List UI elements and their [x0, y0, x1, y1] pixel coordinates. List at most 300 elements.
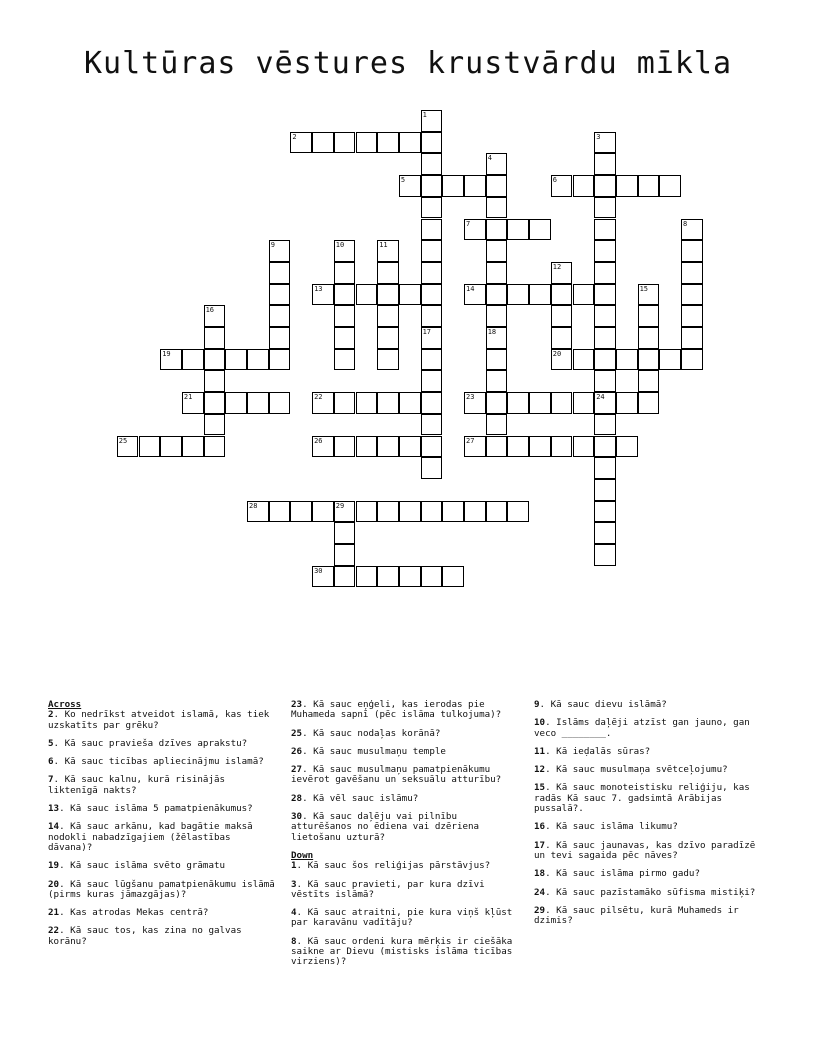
clue-item: 14. Kā sauc arkānu, kad bagātie maksā nodokli nabadzīgajiem (žēlastības dāvana)? [48, 821, 253, 853]
grid-cell[interactable] [594, 501, 616, 523]
grid-cell[interactable] [334, 132, 356, 154]
grid-cell[interactable] [399, 436, 421, 458]
grid-cell[interactable] [659, 349, 681, 371]
clue-item: 17. Kā sauc jaunavas, kas dzīvo paradīzē un tevi sagaida pēc nāves? [534, 839, 756, 861]
clue-number: 27 [466, 436, 475, 445]
clue-text: Islāms daļēji atzīst gan jauno, gan veco ________. [534, 717, 750, 739]
clue-item: 16. Kā sauc islāma likumu? [534, 821, 678, 833]
clue-text: Kā sauc daļēju vai pilnību atturēšanos no ēdiena vai dzēriena lietošanu uzturā? [291, 811, 480, 843]
grid-cell[interactable] [204, 305, 226, 327]
grid-cell[interactable] [356, 284, 378, 306]
grid-cell[interactable] [182, 349, 204, 371]
clue-text: Kā sauc šos reliģijas pārstāvjus? [307, 860, 491, 872]
clue-number: 20 [552, 349, 562, 358]
grid-cell[interactable] [551, 305, 573, 327]
grid-cell[interactable] [486, 240, 508, 262]
clue-item: 21. Kas atrodas Mekas centrā? [48, 907, 209, 919]
clue-number-label: 23 [291, 699, 303, 710]
grid-cell[interactable] [269, 262, 291, 284]
grid-cell[interactable] [421, 566, 443, 588]
grid-cell[interactable] [594, 370, 616, 392]
clue-number: 10 [335, 241, 345, 250]
grid-cell[interactable] [616, 175, 638, 197]
grid-cell[interactable] [334, 240, 356, 262]
grid-cell[interactable] [486, 262, 508, 284]
grid-cell[interactable] [594, 349, 616, 371]
clue-text: Kā sauc jaunavas, kas dzīvo paradīzē un tevi sagaida pēc nāves? [534, 839, 756, 861]
clue-item: 24. Kā sauc pazīstamāko sūfisma mistiķi? [534, 886, 756, 898]
grid-cell[interactable] [356, 501, 378, 523]
clue-text: Kā sauc musulmaņa svētceļojumu? [556, 764, 728, 776]
clue-number: 15 [639, 284, 649, 293]
clue-item: 7. Kā sauc kalnu, kurā risinājās liktenīgā nakts? [48, 774, 226, 796]
clue-item: 6. Kā sauc ticības apliecinājmu islamā? [48, 756, 264, 768]
grid-cell[interactable] [399, 566, 421, 588]
clue-number: 5 [400, 176, 406, 185]
grid-cell[interactable] [507, 501, 529, 523]
clue-number-label: 24 [534, 886, 546, 898]
grid-cell[interactable] [551, 262, 573, 284]
grid-cell[interactable] [160, 349, 182, 371]
grid-cell[interactable] [269, 392, 291, 414]
clue-number: 17 [422, 328, 432, 336]
grid-cell[interactable] [594, 240, 616, 262]
grid-cell[interactable] [681, 327, 703, 349]
clue-text: Kā sauc ticības apliecinājmu islamā? [64, 756, 264, 768]
grid-cell[interactable] [377, 501, 399, 523]
grid-cell[interactable] [681, 219, 703, 241]
grid-cell[interactable] [442, 501, 464, 523]
grid-cell[interactable] [486, 175, 508, 197]
clue-number: 21 [183, 393, 193, 402]
grid-cell[interactable] [421, 240, 443, 262]
grid-cell[interactable] [334, 305, 356, 327]
grid-cell[interactable] [573, 392, 595, 414]
clue-number: 23 [466, 393, 475, 402]
clue-number-label: 1 [291, 860, 297, 872]
grid-cell[interactable] [377, 132, 399, 154]
grid-cell[interactable] [594, 414, 616, 436]
grid-cell[interactable] [421, 197, 443, 219]
clue-item: 9. Kā sauc dievu islāmā? [534, 699, 667, 710]
grid-cell[interactable] [616, 392, 638, 414]
grid-cell[interactable] [269, 327, 291, 349]
grid-cell[interactable] [638, 305, 660, 327]
clue-number-label: 8 [291, 935, 297, 947]
grid-cell[interactable] [204, 436, 226, 458]
grid-cell[interactable] [551, 392, 573, 414]
grid-cell[interactable] [160, 436, 182, 458]
across-clues [48, 710, 278, 947]
grid-cell[interactable] [638, 349, 660, 371]
grid-cell[interactable] [594, 436, 616, 458]
grid-cell[interactable] [334, 284, 356, 306]
grid-cell[interactable] [551, 175, 573, 197]
clue-text: Kā sauc pravieša dzīves aprakstu? [64, 737, 248, 749]
page-title: Kultūras vēstures krustvārdu mīkla [83, 46, 733, 81]
grid-cell[interactable] [594, 544, 616, 566]
clue-text: Kā sauc islāma svēto grāmatu [70, 860, 226, 872]
grid-cell[interactable] [594, 327, 616, 349]
clue-number-label: 11 [534, 745, 546, 757]
grid-cell[interactable] [421, 110, 443, 132]
clue-text: Kā sauc dievu islāmā? [550, 699, 667, 710]
clue-number-label: 2 [48, 709, 54, 721]
grid-cell[interactable] [573, 349, 595, 371]
grid-cell[interactable] [638, 284, 660, 306]
clue-text: Kas atrodas Mekas centrā? [70, 907, 209, 919]
clue-item: 22. Kā sauc tos, kas zina no galvas korānu? [48, 925, 242, 947]
grid-cell[interactable] [334, 436, 356, 458]
clue-number-label: 9 [534, 699, 540, 710]
grid-cell[interactable] [594, 197, 616, 219]
grid-cell[interactable] [421, 175, 443, 197]
clue-item: 15. Kā sauc monoteistisku reliģiju, kas radās Kā sauc 7. gadsimtā Arābijas pussalā?. [534, 782, 750, 815]
clue-number-label: 4 [291, 907, 297, 919]
clue-item: 12. Kā sauc musulmaņa svētceļojumu? [534, 764, 728, 776]
clue-item: 10. Islāms daļēji atzīst gan jauno, gan veco ________. [534, 717, 750, 739]
clue-number-label: 26 [291, 745, 303, 757]
clue-text: Kā vēl sauc islāmu? [313, 792, 419, 804]
clue-number-label: 29 [534, 904, 546, 916]
clue-number-label: 3 [291, 878, 297, 890]
grid-cell[interactable] [529, 284, 551, 306]
clue-text: Kā sauc islāma pirmo gadu? [556, 868, 700, 880]
clue-text: Kā sauc pravieti, par kura dzīvi vēstīts islāmā? [291, 878, 485, 900]
clue-item: 27. Kā sauc musulmaņu pamatpienākumu ievērot gavēšanu un seksuālu atturību? [291, 764, 502, 786]
grid-cell[interactable] [377, 240, 399, 262]
grid-cell[interactable] [247, 349, 269, 371]
grid-cell[interactable] [507, 392, 529, 414]
grid-cell[interactable] [421, 457, 443, 479]
clue-text: Kā ieḍalās sūras? [556, 745, 651, 757]
grid-cell[interactable] [377, 327, 399, 349]
clue-number: 11 [379, 241, 388, 250]
clue-text: Kā sauc pilsētu, kurā Muhameds ir dzimis? [534, 904, 739, 927]
grid-cell[interactable] [464, 219, 486, 241]
clue-number: 22 [314, 393, 323, 402]
clue-text: Kā sauc atraitni, pie kura viņš kļūst par karavānu vadītāju? [291, 907, 513, 929]
clue-number-label: 30 [291, 811, 303, 823]
grid-cell[interactable] [486, 284, 508, 306]
clue-number: 1 [422, 111, 427, 119]
grid-cell[interactable] [551, 284, 573, 306]
grid-cell[interactable] [486, 327, 508, 349]
grid-cell[interactable] [204, 349, 226, 371]
grid-cell[interactable] [486, 197, 508, 219]
clue-number-label: 12 [534, 764, 546, 776]
clues-column-2 [291, 700, 521, 976]
grid-cell[interactable] [421, 349, 443, 371]
grid-cell[interactable] [334, 501, 356, 523]
grid-cell[interactable] [486, 414, 508, 436]
clue-number: 2 [292, 132, 297, 141]
clue-number: 26 [314, 436, 323, 445]
clue-number-label: 14 [48, 821, 60, 833]
grid-cell[interactable] [594, 175, 616, 197]
grid-cell[interactable] [551, 327, 573, 349]
clue-number: 28 [249, 501, 258, 510]
grid-cell[interactable] [225, 349, 247, 371]
grid-cell[interactable] [356, 566, 378, 588]
clue-number: 24 [596, 393, 605, 402]
grid-cell[interactable] [204, 370, 226, 392]
grid-cell[interactable] [290, 132, 312, 154]
clue-number-label: 25 [291, 727, 303, 739]
grid-cell[interactable] [204, 414, 226, 436]
grid-cell[interactable] [681, 349, 703, 371]
clue-number-label: 5 [48, 737, 54, 749]
grid-cell[interactable] [616, 436, 638, 458]
clue-number: 13 [314, 284, 323, 293]
grid-cell[interactable] [638, 392, 660, 414]
clue-item: 13. Kā sauc islāma 5 pamatpienākumus? [48, 803, 253, 815]
clue-number: 30 [314, 566, 323, 575]
grid-cell[interactable] [594, 262, 616, 284]
grid-cell[interactable] [421, 132, 443, 154]
grid-cell[interactable] [594, 219, 616, 241]
grid-cell[interactable] [399, 501, 421, 523]
clue-number: 16 [205, 306, 215, 315]
grid-cell[interactable] [594, 457, 616, 479]
grid-cell[interactable] [529, 392, 551, 414]
grid-cell[interactable] [377, 392, 399, 414]
clue-number: 19 [162, 349, 171, 358]
clue-number-label: 10 [534, 717, 546, 729]
grid-cell[interactable] [334, 327, 356, 349]
clue-text: Kā sauc nodaļas korānā? [313, 727, 441, 739]
clue-number: 6 [552, 176, 558, 185]
grid-cell[interactable] [464, 501, 486, 523]
grid-cell[interactable] [377, 349, 399, 371]
clue-number-label: 20 [48, 878, 60, 890]
grid-cell[interactable] [377, 566, 399, 588]
clue-item: 1. Kā sauc šos reliģijas pārstāvjus? [291, 860, 491, 872]
clue-number-label: 17 [534, 839, 546, 851]
clue-text: Kā sauc eņģeli, kas ierodas pie Muhameda sapnī (pēc islāma tulkojuma)? [291, 699, 502, 721]
clue-text: Kā sauc kalnu, kurā risinājās liktenīgā nakts? [48, 774, 226, 796]
clues-column-1 [48, 700, 278, 955]
grid-cell[interactable] [529, 219, 551, 241]
clue-item: 19. Kā sauc islāma svēto grāmatu [48, 860, 226, 872]
grid-cell[interactable] [356, 392, 378, 414]
grid-cell[interactable] [507, 219, 529, 241]
grid-cell[interactable] [312, 132, 334, 154]
grid-cell[interactable] [421, 436, 443, 458]
clue-text: Kā sauc musulmaņu pamatpienākumu ievērot gavēšanu un seksuālu atturību? [291, 764, 502, 786]
clue-number: 7 [466, 219, 471, 228]
clue-number-label: 21 [48, 907, 60, 919]
grid-cell[interactable] [247, 392, 269, 414]
grid-cell[interactable] [594, 522, 616, 544]
clue-item: 28. Kā vēl sauc islāmu? [291, 792, 419, 804]
grid-cell[interactable] [204, 327, 226, 349]
clue-text: Kā sauc arkānu, kad bagātie maksā nodokli nabadzīgajiem (žēlastības dāvana)? [48, 821, 253, 853]
grid-cell[interactable] [247, 501, 269, 523]
grid-cell[interactable] [594, 479, 616, 501]
grid-cell[interactable] [594, 305, 616, 327]
clue-item: 20. Kā sauc lūgšanu pamatpienākumu islāmā (pirms kuras jāmazgājas)? [48, 878, 275, 900]
clue-number-label: 19 [48, 860, 60, 872]
clue-number-label: 15 [534, 782, 546, 794]
grid-cell[interactable] [551, 436, 573, 458]
clue-item: 11. Kā ieḍalās sūras? [534, 745, 651, 757]
clue-item: 25. Kā sauc nodaļas korānā? [291, 727, 441, 739]
grid-cell[interactable] [573, 284, 595, 306]
across-header: Across [48, 699, 82, 710]
grid-cell[interactable] [486, 219, 508, 241]
grid-cell[interactable] [117, 436, 139, 458]
grid-cell[interactable] [421, 305, 443, 327]
grid-cell[interactable] [507, 284, 529, 306]
grid-cell[interactable] [529, 436, 551, 458]
grid-cell[interactable] [464, 284, 486, 306]
grid-cell[interactable] [594, 392, 616, 414]
clue-item: 5. Kā sauc pravieša dzīves aprakstu? [48, 737, 248, 749]
grid-cell[interactable] [269, 240, 291, 262]
clue-number-label: 6 [48, 756, 54, 768]
clue-number-label: 7 [48, 774, 54, 786]
grid-cell[interactable] [182, 436, 204, 458]
clue-number: 3 [596, 132, 601, 141]
grid-cell[interactable] [551, 349, 573, 371]
grid-cell[interactable] [421, 370, 443, 392]
clue-number-label: 22 [48, 925, 60, 937]
grid-cell[interactable] [269, 349, 291, 371]
grid-cell[interactable] [464, 392, 486, 414]
grid-cell[interactable] [616, 349, 638, 371]
clue-item: 26. Kā sauc musulmaņu temple [291, 745, 446, 757]
clue-number-label: 18 [534, 868, 546, 880]
grid-cell[interactable] [421, 392, 443, 414]
grid-cell[interactable] [486, 153, 508, 175]
grid-cell[interactable] [442, 175, 464, 197]
grid-cell[interactable] [442, 566, 464, 588]
grid-cell[interactable] [486, 349, 508, 371]
grid-cell[interactable] [269, 305, 291, 327]
grid-cell[interactable] [334, 544, 356, 566]
grid-cell[interactable] [399, 175, 421, 197]
grid-cell[interactable] [681, 284, 703, 306]
clue-text: Kā sauc pazīstamāko sūfisma mistiķi? [556, 886, 756, 898]
grid-cell[interactable] [421, 219, 443, 241]
grid-cell[interactable] [399, 284, 421, 306]
grid-cell[interactable] [182, 392, 204, 414]
grid-cell[interactable] [312, 436, 334, 458]
grid-cell[interactable] [638, 327, 660, 349]
grid-cell[interactable] [377, 262, 399, 284]
grid-cell[interactable] [334, 392, 356, 414]
grid-cell[interactable] [312, 501, 334, 523]
grid-cell[interactable] [312, 284, 334, 306]
grid-cell[interactable] [659, 175, 681, 197]
grid-cell[interactable] [421, 414, 443, 436]
clue-text: Kā sauc ordeni kura mērķis ir ciešāka saikne ar Dievu (mistisks islāma ticības virziens)? [291, 935, 513, 968]
grid-cell[interactable] [486, 501, 508, 523]
clue-text: Ko nedrīkst atveidot islamā, kas tiek uzskatīts par grēku? [48, 709, 270, 731]
grid-cell[interactable] [421, 262, 443, 284]
grid-cell[interactable] [638, 370, 660, 392]
grid-cell[interactable] [464, 436, 486, 458]
clue-item: 8. Kā sauc ordeni kura mērķis ir ciešāka saikne ar Dievu (mistisks islāma ticības virziens)? [291, 935, 513, 968]
grid-cell[interactable] [377, 284, 399, 306]
clue-item: 23. Kā sauc eņģeli, kas ierodas pie Muhameda sapnī (pēc islāma tulkojuma)? [291, 699, 502, 721]
grid-cell[interactable] [486, 392, 508, 414]
grid-cell[interactable] [399, 132, 421, 154]
grid-cell[interactable] [638, 175, 660, 197]
clue-item: 30. Kā sauc daļēju vai pilnību atturēšanos no ēdiena vai dzēriena lietošanu uzturā? [291, 811, 480, 843]
grid-cell[interactable] [573, 436, 595, 458]
grid-cell[interactable] [269, 501, 291, 523]
clue-text: Kā sauc musulmaņu temple [313, 745, 446, 757]
grid-cell[interactable] [225, 392, 247, 414]
clue-number: 25 [118, 436, 128, 445]
clue-text: Kā sauc monoteistisku reliģiju, kas radās Kā sauc 7. gadsimtā Arābijas pussalā?. [534, 782, 750, 815]
grid-cell[interactable] [377, 305, 399, 327]
grid-cell[interactable] [573, 175, 595, 197]
clue-number: 12 [552, 262, 562, 271]
across-clues-continued [291, 700, 521, 843]
clue-number-label: 28 [291, 792, 303, 804]
clue-number-label: 13 [48, 803, 60, 815]
grid-cell[interactable] [356, 436, 378, 458]
grid-cell[interactable] [334, 566, 356, 588]
grid-cell[interactable] [486, 305, 508, 327]
clue-number-label: 27 [291, 764, 303, 776]
clue-number: 8 [683, 219, 688, 228]
grid-cell[interactable] [594, 153, 616, 175]
grid-cell[interactable] [421, 284, 443, 306]
grid-cell[interactable] [421, 153, 443, 175]
grid-cell[interactable] [486, 370, 508, 392]
clue-item: 2. Ko nedrīkst atveidot islamā, kas tiek uzskatīts par grēku? [48, 709, 270, 731]
clues-column-3 [534, 700, 764, 934]
grid-cell[interactable] [377, 436, 399, 458]
grid-cell[interactable] [594, 132, 616, 154]
grid-cell[interactable] [269, 284, 291, 306]
grid-cell[interactable] [356, 132, 378, 154]
grid-cell[interactable] [399, 392, 421, 414]
down-clues [291, 861, 521, 967]
down-header: Down [291, 849, 314, 861]
clue-item: 18. Kā sauc islāma pirmo gadu? [534, 868, 700, 880]
clue-text: Kā sauc tos, kas zina no galvas korānu? [48, 925, 242, 947]
grid-cell[interactable] [139, 436, 161, 458]
grid-cell[interactable] [290, 501, 312, 523]
clue-number: 14 [466, 284, 475, 293]
grid-cell[interactable] [681, 305, 703, 327]
clue-text: Kā sauc islāma 5 pamatpienākumus? [70, 803, 253, 815]
grid-cell[interactable] [507, 436, 529, 458]
grid-cell[interactable] [421, 501, 443, 523]
grid-cell[interactable] [312, 566, 334, 588]
grid-cell[interactable] [204, 392, 226, 414]
clue-item: 29. Kā sauc pilsētu, kurā Muhameds ir dzimis? [534, 904, 739, 927]
grid-cell[interactable] [681, 240, 703, 262]
grid-cell[interactable] [594, 284, 616, 306]
clue-number: 9 [270, 241, 275, 250]
grid-cell[interactable] [334, 522, 356, 544]
grid-cell[interactable] [334, 262, 356, 284]
grid-cell[interactable] [486, 436, 508, 458]
grid-cell[interactable] [464, 175, 486, 197]
clue-text: Kā sauc lūgšanu pamatpienākumu islāmā (pirms kuras jāmazgājas)? [48, 878, 275, 900]
clue-item: 3. Kā sauc pravieti, par kura dzīvi vēstīts islāmā? [291, 878, 485, 900]
grid-cell[interactable] [312, 392, 334, 414]
grid-cell[interactable] [421, 327, 443, 349]
grid-cell[interactable] [334, 349, 356, 371]
grid-cell[interactable] [681, 262, 703, 284]
